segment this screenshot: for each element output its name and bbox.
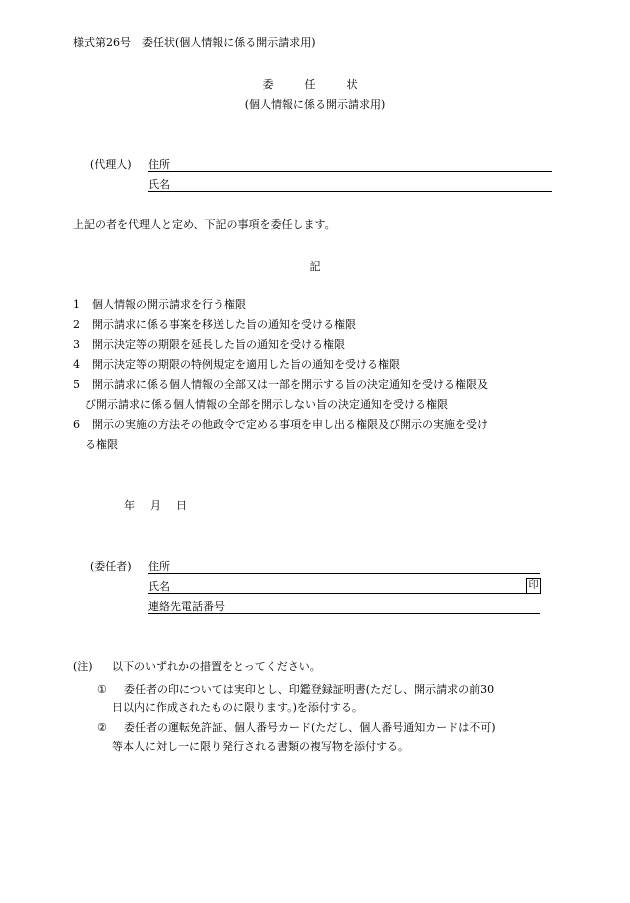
document-subtitle: (個人情報に係る開示請求用) [244,98,386,111]
note-text: 委任者の印については実印とし、印鑑登録証明書(ただし、開示請求の前30 [124,683,495,696]
item-number: 1 [73,298,80,311]
note-text: 委任者の運転免許証、個人番号カード(ただし、個人番号通知カードは不可) [124,721,496,734]
item-number: 5 [73,378,80,391]
principal-address-line [148,573,540,574]
date-month-label: 月 [150,499,161,512]
principal-role-label: (委任者) [90,560,132,573]
agent-role-label: (代理人) [90,158,132,171]
delegation-statement: 上記の者を代理人と定め、下記の事項を委任します。 [73,218,336,231]
principal-address-label: 住所 [148,560,170,573]
item-number: 3 [73,338,80,351]
principal-name-line [148,593,540,594]
ki-heading: 記 [309,260,321,273]
item-number: 4 [73,358,80,371]
item-text: 個人情報の開示請求を行う権限 [92,298,246,311]
note-mark: ② [97,721,107,734]
note-mark: ① [97,683,107,696]
principal-phone-line [148,613,540,614]
item-text: 開示決定等の期限を延長した旨の通知を受ける権限 [92,338,345,351]
item-text-continued: る権限 [85,438,118,451]
principal-name-label: 氏名 [148,580,170,593]
notes-label: (注) [73,660,93,673]
form-number: 様式第26号 委任状(個人情報に係る開示請求用) [73,36,316,49]
agent-name-label: 氏名 [148,178,170,191]
seal-mark: 印 [526,578,541,594]
item-number: 2 [73,318,80,331]
principal-phone-label: 連絡先電話番号 [148,600,225,613]
agent-address-label: 住所 [148,158,170,171]
item-number: 6 [73,418,80,431]
date-year-label: 年 [124,499,135,512]
document-title: 委 任 状 [262,78,368,91]
agent-address-line [148,171,552,172]
agent-name-line [148,191,552,192]
item-text: 開示決定等の期限の特例規定を適用した旨の通知を受ける権限 [92,358,400,371]
date-day-label: 日 [176,499,187,512]
notes-intro: 以下のいずれかの措置をとってください。 [112,660,321,673]
note-text-continued: 等本人に対し一に限り発行される書類の複写物を添付する。 [112,740,409,753]
note-text-continued: 日以内に作成されたものに限ります。)を添付する。 [112,701,363,714]
item-text: 開示請求に係る個人情報の全部又は一部を開示する旨の決定通知を受ける権限及 [92,378,488,391]
item-text: 開示の実施の方法その他政令で定める事項を申し出る権限及び開示の実施を受け [92,418,488,431]
item-text: 開示請求に係る事案を移送した旨の通知を受ける権限 [92,318,356,331]
item-text-continued: び開示請求に係る個人情報の全部を開示しない旨の決定通知を受ける権限 [85,398,448,411]
